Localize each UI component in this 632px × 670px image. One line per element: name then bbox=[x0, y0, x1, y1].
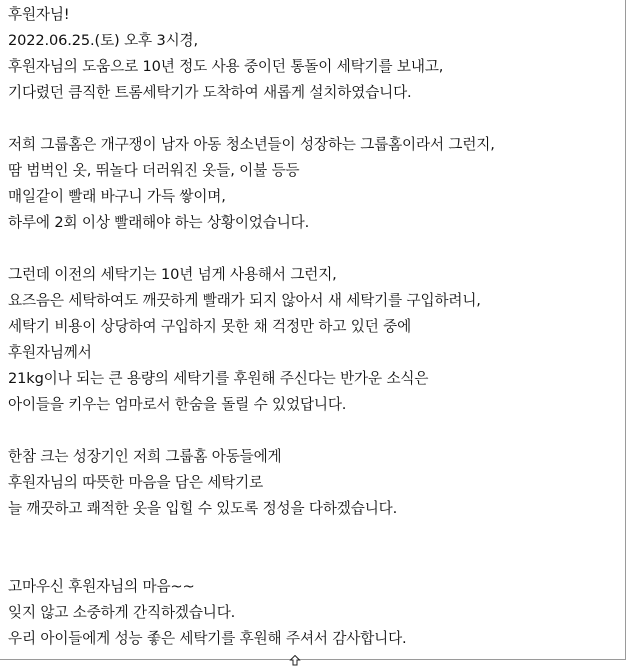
paragraph-4-line-2: 후원자님의 따뜻한 마음을 담은 세탁기로 bbox=[8, 474, 264, 491]
paragraph-gap bbox=[8, 236, 620, 262]
paragraph-gap bbox=[8, 522, 620, 574]
paragraph-3-line-6: 아이들을 키우는 엄마로서 한숨을 돌릴 수 있었답니다. bbox=[8, 396, 347, 413]
paragraph-2-line-4: 하루에 2회 이상 빨래해야 하는 상황이었습니다. bbox=[8, 214, 310, 231]
paragraph-3-line-3: 세탁기 비용이 상당하여 구입하지 못한 채 걱정만 하고 있던 중에 bbox=[8, 318, 412, 335]
letter-date: 2022.06.25.(토) 오후 3시경, bbox=[8, 32, 198, 49]
paragraph-3-line-4: 후원자님께서 bbox=[8, 344, 92, 361]
greeting: 후원자님! bbox=[8, 6, 70, 23]
paragraph-gap bbox=[8, 106, 620, 132]
paragraph-4-line-1: 한참 크는 성장기인 저희 그룹홈 아동들에게 bbox=[8, 448, 282, 465]
paragraph-1-line-2: 기다렸던 큼직한 트롬세탁기가 도착하여 새롭게 설치하였습니다. bbox=[8, 84, 412, 101]
paragraph-3-line-1: 그런데 이전의 세탁기는 10년 넘게 사용해서 그런지, bbox=[8, 266, 337, 283]
paragraph-5-line-3: 우리 아이들에게 성능 좋은 세탁기를 후원해 주셔서 감사합니다. bbox=[8, 630, 407, 647]
paragraph-gap bbox=[8, 418, 620, 444]
paragraph-3-line-2: 요즈음은 세탁하여도 깨끗하게 빨래가 되지 않아서 새 세탁기를 구입하려니, bbox=[8, 292, 481, 309]
paragraph-1-line-1: 후원자님의 도움으로 10년 정도 사용 중이던 통돌이 세탁기를 보내고, bbox=[8, 58, 444, 75]
move-cursor-icon bbox=[289, 651, 301, 662]
paragraph-2-line-2: 땀 범벅인 옷, 뛰놀다 더러워진 옷들, 이불 등등 bbox=[8, 162, 300, 179]
paragraph-2-line-3: 매일같이 빨래 바구니 가득 쌓이며, bbox=[8, 188, 226, 205]
paragraph-5-line-1: 고마우신 후원자님의 마음~~ bbox=[8, 578, 195, 595]
paragraph-2-line-1: 저희 그룹홈은 개구쟁이 남자 아동 청소년들이 성장하는 그룹홈이라서 그런지, bbox=[8, 136, 495, 153]
paragraph-3-line-5: 21kg이나 되는 큰 용량의 세탁기를 후원해 주신다는 반가운 소식은 bbox=[8, 370, 429, 387]
letter-body bbox=[8, 2, 620, 652]
paragraph-4-line-3: 늘 깨끗하고 쾌적한 옷을 입힐 수 있도록 정성을 다하겠습니다. bbox=[8, 500, 398, 517]
paragraph-5-line-2: 잊지 않고 소중하게 간직하겠습니다. bbox=[8, 604, 236, 621]
